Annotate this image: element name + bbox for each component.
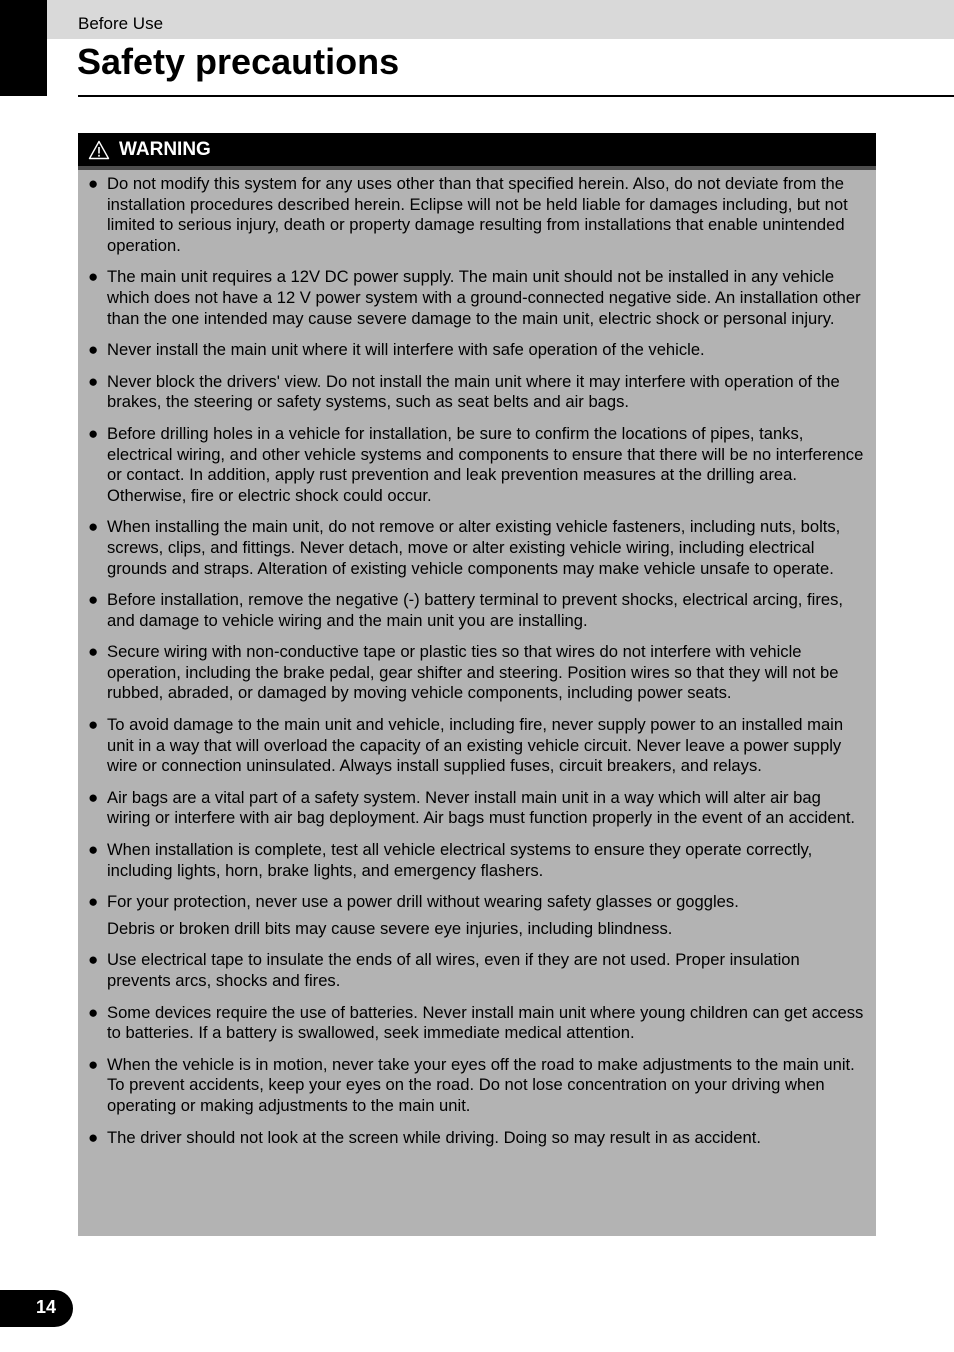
bullet-icon: ● xyxy=(88,267,99,287)
bullet-icon: ● xyxy=(88,1054,99,1074)
warning-item-text-block xyxy=(107,642,866,704)
page-title: Safety precautions xyxy=(77,41,400,82)
warning-triangle-icon xyxy=(88,140,119,160)
warning-item-text: For your protection, never use a power drill without wearing safety glasses or goggles. xyxy=(107,892,739,912)
bullet-icon: ● xyxy=(88,950,99,970)
warning-item-text-block xyxy=(107,1003,866,1044)
warning-item-text-block xyxy=(107,340,866,361)
title-divider xyxy=(78,95,954,97)
warning-item-text: Do not modify this system for any uses other than that specified herein. Also, do not deviate from the installation procedures described herein. Eclipse will not be held liable for damages including, but not limited to serious injury, death or property damage resulting from installations that enable unintended operation. xyxy=(107,174,848,255)
warning-item-text-block xyxy=(107,1055,866,1117)
warning-item-text: Use electrical tape to insulate the ends of all wires, even if they are not used. Proper insulation prevents arcs, shocks and fires. xyxy=(107,950,800,990)
warning-item-text: Some devices require the use of batteries. Never install main unit where young children can get access to batteries. If a battery is swallowed, seek immediate medical attention. xyxy=(107,1002,864,1043)
warning-item xyxy=(88,840,866,881)
bullet-icon: ● xyxy=(88,642,99,662)
bullet-icon: ● xyxy=(88,715,99,735)
warning-item-text: The driver should not look at the screen while driving. Doing so may result in as accident. xyxy=(107,1127,761,1147)
warning-item-text: Secure wiring with non-conductive tape or plastic ties so that wires do not interfere with vehicle operation, including the brake pedal, gear shifter and steering. Position wires so that they will not be rubbed, abraded, or damaged by moving vehicle components, including power seats. xyxy=(107,642,839,703)
header-band xyxy=(47,0,954,39)
warning-item-text-block xyxy=(107,424,866,506)
warning-item-text: When installing the main unit, do not remove or alter existing vehicle fasteners, including nuts, bolts, screws, clips, and fittings. Never detach, move or alter existing vehicle wiring, including electrical grounds and straps. Alteration of existing vehicle components may make vehicle unsafe to operate. xyxy=(107,517,841,578)
page-number: 14 xyxy=(36,1297,57,1317)
warning-item xyxy=(88,424,866,506)
warning-box xyxy=(78,133,876,1236)
bullet-icon: ● xyxy=(88,892,99,912)
warning-item-text-block xyxy=(107,950,866,991)
warning-triangle-svg xyxy=(88,140,110,160)
warning-header xyxy=(78,133,876,170)
warning-item xyxy=(88,517,866,579)
warning-item xyxy=(88,642,866,704)
warning-item-text-block xyxy=(107,174,866,256)
warning-item xyxy=(88,1128,866,1149)
bullet-icon: ● xyxy=(88,340,99,360)
bullet-icon: ● xyxy=(88,174,99,193)
warning-item-text: Never block the drivers' view. Do not install the main unit where it may interfere with operation of the brakes, the steering or safety systems, such as seat belts and air bags. xyxy=(107,371,840,412)
bullet-icon: ● xyxy=(88,1127,99,1147)
bullet-icon: ● xyxy=(88,840,99,860)
warning-item-text-block xyxy=(107,372,866,413)
bullet-icon: ● xyxy=(88,371,99,391)
section-label: Before Use xyxy=(78,14,164,33)
bullet-icon: ● xyxy=(88,1002,99,1022)
warning-item-text-block xyxy=(107,892,866,939)
warning-item-text-block xyxy=(107,840,866,881)
chapter-tab xyxy=(0,0,47,96)
warning-item-text: Never install the main unit where it will interfere with safe operation of the vehicle. xyxy=(107,340,705,360)
warning-item-text: When installation is complete, test all vehicle electrical systems to ensure they operate correctly, including lights, horn, brake lights, and emergency flashers. xyxy=(107,840,813,880)
warning-item-text: Before installation, remove the negative (-) battery terminal to prevent shocks, electrical arcing, fires, and damage to vehicle wiring and the main unit you are installing. xyxy=(107,590,843,630)
bullet-icon: ● xyxy=(88,423,99,443)
warning-item xyxy=(88,1055,866,1117)
warning-item-text: Air bags are a vital part of a safety system. Never install main unit in a way which will alter air bag wiring or interfere with air bag deployment. Air bags must function properly in the event of an accident. xyxy=(107,787,856,828)
warning-item xyxy=(88,892,866,939)
warning-item-subtext: Debris or broken drill bits may cause severe eye injuries, including blindness. xyxy=(107,918,673,938)
warning-item xyxy=(88,950,866,991)
warning-item-text: When the vehicle is in motion, never take your eyes off the road to make adjustments to the main unit. To prevent accidents, keep your eyes on the road. Do not lose concentration on your driving when operating or making adjustments to the main unit. xyxy=(107,1054,855,1115)
warning-item-text: Before drilling holes in a vehicle for installation, be sure to confirm the locations of pipes, tanks, electrical wiring, and other vehicle systems and components to ensure that there will be no interference or contact. In addition, apply rust prevention and leak prevention measures at the drilling area. Otherwise, fire or electric shock could occur. xyxy=(107,423,864,505)
warning-item-text-block xyxy=(107,788,866,829)
warning-item xyxy=(88,1003,866,1044)
bullet-icon: ● xyxy=(88,590,99,610)
warning-item xyxy=(88,174,866,256)
bullet-icon: ● xyxy=(88,787,99,807)
warning-item-text-block xyxy=(107,267,866,329)
warning-item xyxy=(88,267,866,329)
warning-item-text-block xyxy=(107,517,866,579)
warning-list xyxy=(78,170,876,1148)
warning-item-text: To avoid damage to the main unit and vehicle, including fire, never supply power to an installed main unit in a way that will overload the capacity of an existing vehicle circuit. Never leave a power supply wire or connection uninsulated. Always install supplied fuses, circuit breakers, and relays. xyxy=(107,715,844,776)
warning-item xyxy=(88,590,866,631)
warning-item xyxy=(88,715,866,777)
bullet-icon: ● xyxy=(88,517,99,537)
warning-item xyxy=(88,340,866,361)
warning-item-text-block xyxy=(107,590,866,631)
warning-title: WARNING xyxy=(119,138,211,160)
warning-item xyxy=(88,372,866,413)
warning-item xyxy=(88,788,866,829)
warning-item-text: The main unit requires a 12V DC power supply. The main unit should not be installed in any vehicle which does not have a 12 V power system with a ground-connected negative side. An installation other than the one intended may cause severe damage to the main unit, electric shock or personal injury. xyxy=(107,267,861,328)
warning-item-text-block xyxy=(107,715,866,777)
warning-item-text-block xyxy=(107,1128,866,1149)
